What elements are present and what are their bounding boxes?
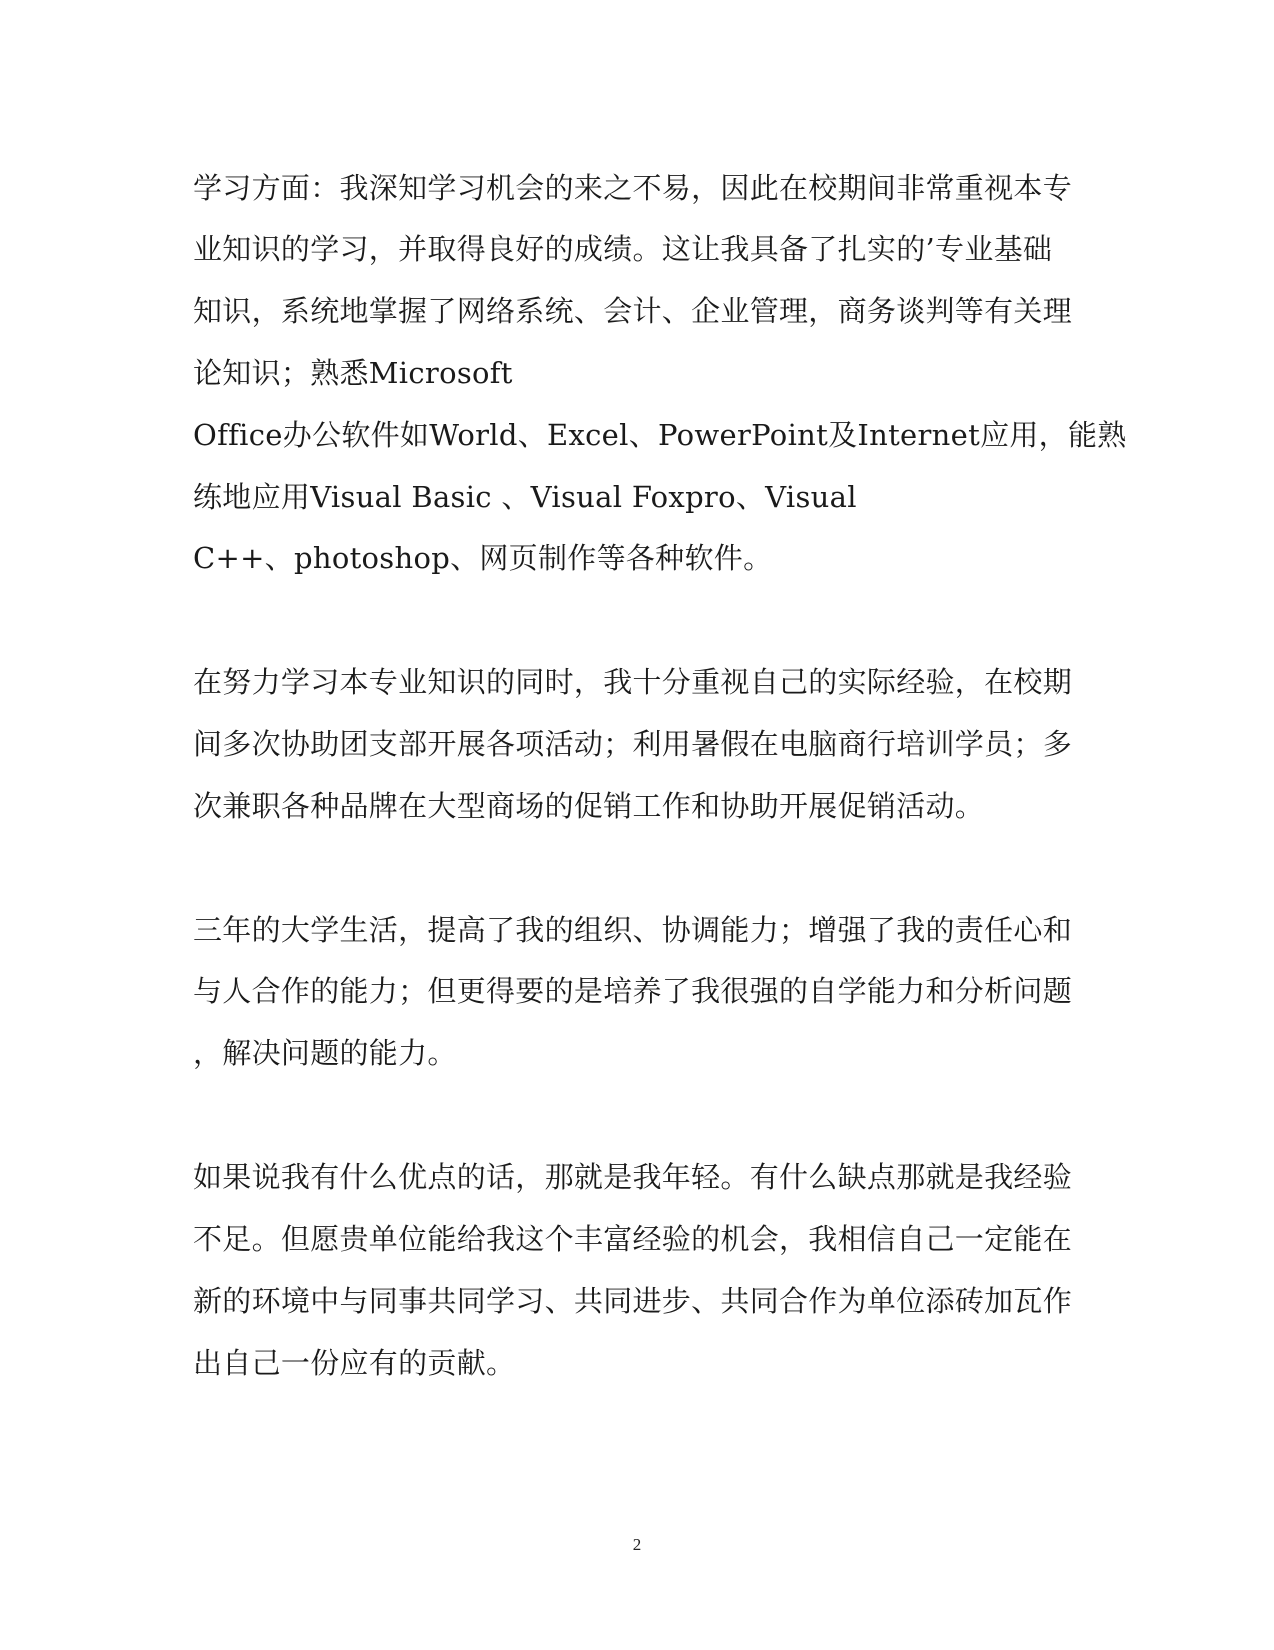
text-line: 业知识的学习，并取得良好的成绩。这让我具备了扎实的’专业基础 — [193, 232, 1053, 266]
text-line: 与人合作的能力；但更得要的是培养了我很强的自学能力和分析问题 — [193, 974, 1073, 1008]
text-line: Office办公软件如World、Excel、PowerPoint及Internet应用，能熟 — [193, 418, 1127, 452]
text-line: 次兼职各种品牌在大型商场的促销工作和协助开展促销活动。 — [193, 789, 985, 823]
text-line: 知识，系统地掌握了网络系统、会计、企业管理，商务谈判等有关理 — [193, 294, 1073, 328]
text-line: 论知识；熟悉Microsoft — [193, 356, 513, 390]
text-line: 练地应用Visual Basic 、Visual Foxpro、Visual — [193, 480, 857, 514]
text-line: 不足。但愿贵单位能给我这个丰富经验的机会，我相信自己一定能在 — [193, 1222, 1073, 1256]
text-line: ，解决问题的能力。 — [193, 1036, 457, 1070]
text-line: C++、photoshop、网页制作等各种软件。 — [193, 541, 773, 575]
text-line: 三年的大学生活，提高了我的组织、协调能力；增强了我的责任心和 — [193, 913, 1073, 947]
page-number: 2 — [632, 1535, 642, 1554]
text-line: 学习方面：我深知学习机会的来之不易，因此在校期间非常重视本专 — [193, 171, 1073, 205]
text-line: 如果说我有什么优点的话，那就是我年轻。有什么缺点那就是我经验 — [193, 1160, 1073, 1194]
text-line: 出自己一份应有的贡献。 — [193, 1346, 516, 1380]
text-line: 新的环境中与同事共同学习、共同进步、共同合作为单位添砖加瓦作 — [193, 1284, 1073, 1318]
text-line: 间多次协助团支部开展各项活动；利用暑假在电脑商行培训学员；多 — [193, 727, 1073, 761]
text-line: 在努力学习本专业知识的同时，我十分重视自己的实际经验，在校期 — [193, 665, 1073, 699]
